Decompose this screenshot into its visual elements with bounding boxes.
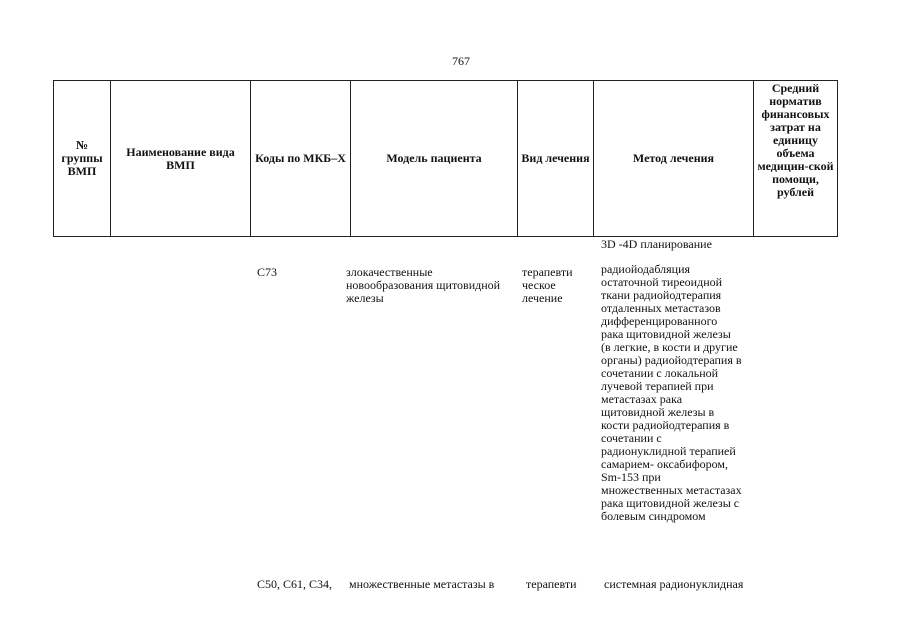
row1-method-line: щитовидной железы в	[601, 405, 715, 419]
col-header-avg-cost: Средний норматив финансовых затрат на единицу объема медицин-ской помощи, рублей	[754, 81, 838, 237]
row1-method-line: рака щитовидной железы	[601, 327, 731, 341]
row1-method-line: множественных метастазах	[601, 483, 742, 497]
col-header-icd-codes: Коды по МКБ–Х	[251, 81, 351, 237]
row1-method-line: радионуклидной терапией	[601, 444, 736, 458]
row1-model	[346, 266, 500, 305]
row1-method-line: Sm-153 при	[601, 470, 661, 484]
row1-method-line: болевым синдромом	[601, 509, 706, 523]
row1-method-line: остаточной тиреоидной	[601, 275, 723, 289]
col-header-treatment-type: Вид лечения	[518, 81, 594, 237]
col-header-treatment-method: Метод лечения	[594, 81, 754, 237]
row1-treatment-line: лечение	[522, 291, 563, 305]
row1-method-line: сочетании с локальной	[601, 366, 719, 380]
col-header-vmp-name: Наименование вида ВМП	[111, 81, 251, 237]
row2-method: системная радионуклидная	[604, 577, 744, 591]
row1-treatment-line: ческое	[522, 278, 556, 292]
row1-method-line: самарием- оксабифором,	[601, 457, 728, 471]
row1-code: C73	[257, 265, 278, 279]
row1-method-line: метастазах рака	[601, 392, 683, 406]
row1-treatment	[522, 266, 573, 305]
row2-model: множественные метастазы в	[349, 577, 495, 591]
row1-method-line: рака щитовидной железы с	[601, 496, 740, 510]
row1-model-line: новообразования щитовидной	[346, 278, 501, 292]
row1-method-line: лучевой терапией при	[601, 379, 714, 393]
row1-method-line: отдаленных метастазов	[601, 301, 721, 315]
row1-treatment-line: терапевти	[522, 265, 573, 279]
planning-note: 3D -4D планирование	[601, 237, 712, 251]
row2-treatment: терапевти	[526, 577, 577, 591]
col-header-group-number: № группы ВМП	[54, 81, 111, 237]
page-number: 767	[452, 54, 470, 68]
row1-model-line: злокачественные	[346, 265, 433, 279]
row1-method-line: радиойодабляция	[601, 262, 691, 276]
row1-model-line: железы	[346, 291, 384, 305]
row1-method	[601, 263, 761, 523]
row1-method-line: дифференцированного	[601, 314, 718, 328]
row1-method-line: сочетании с	[601, 431, 662, 445]
row1-method-line: органы) радиойодтерапия в	[601, 353, 742, 367]
row2-codes: C50, C61, C34,	[257, 577, 333, 591]
table-header	[53, 80, 838, 237]
col-header-patient-model: Модель пациента	[351, 81, 518, 237]
row1-method-line: ткани радиойодтерапия	[601, 288, 722, 302]
row1-method-line: (в легкие, в кости и другие	[601, 340, 738, 354]
row1-method-line: кости радиойодтерапия в	[601, 418, 730, 432]
